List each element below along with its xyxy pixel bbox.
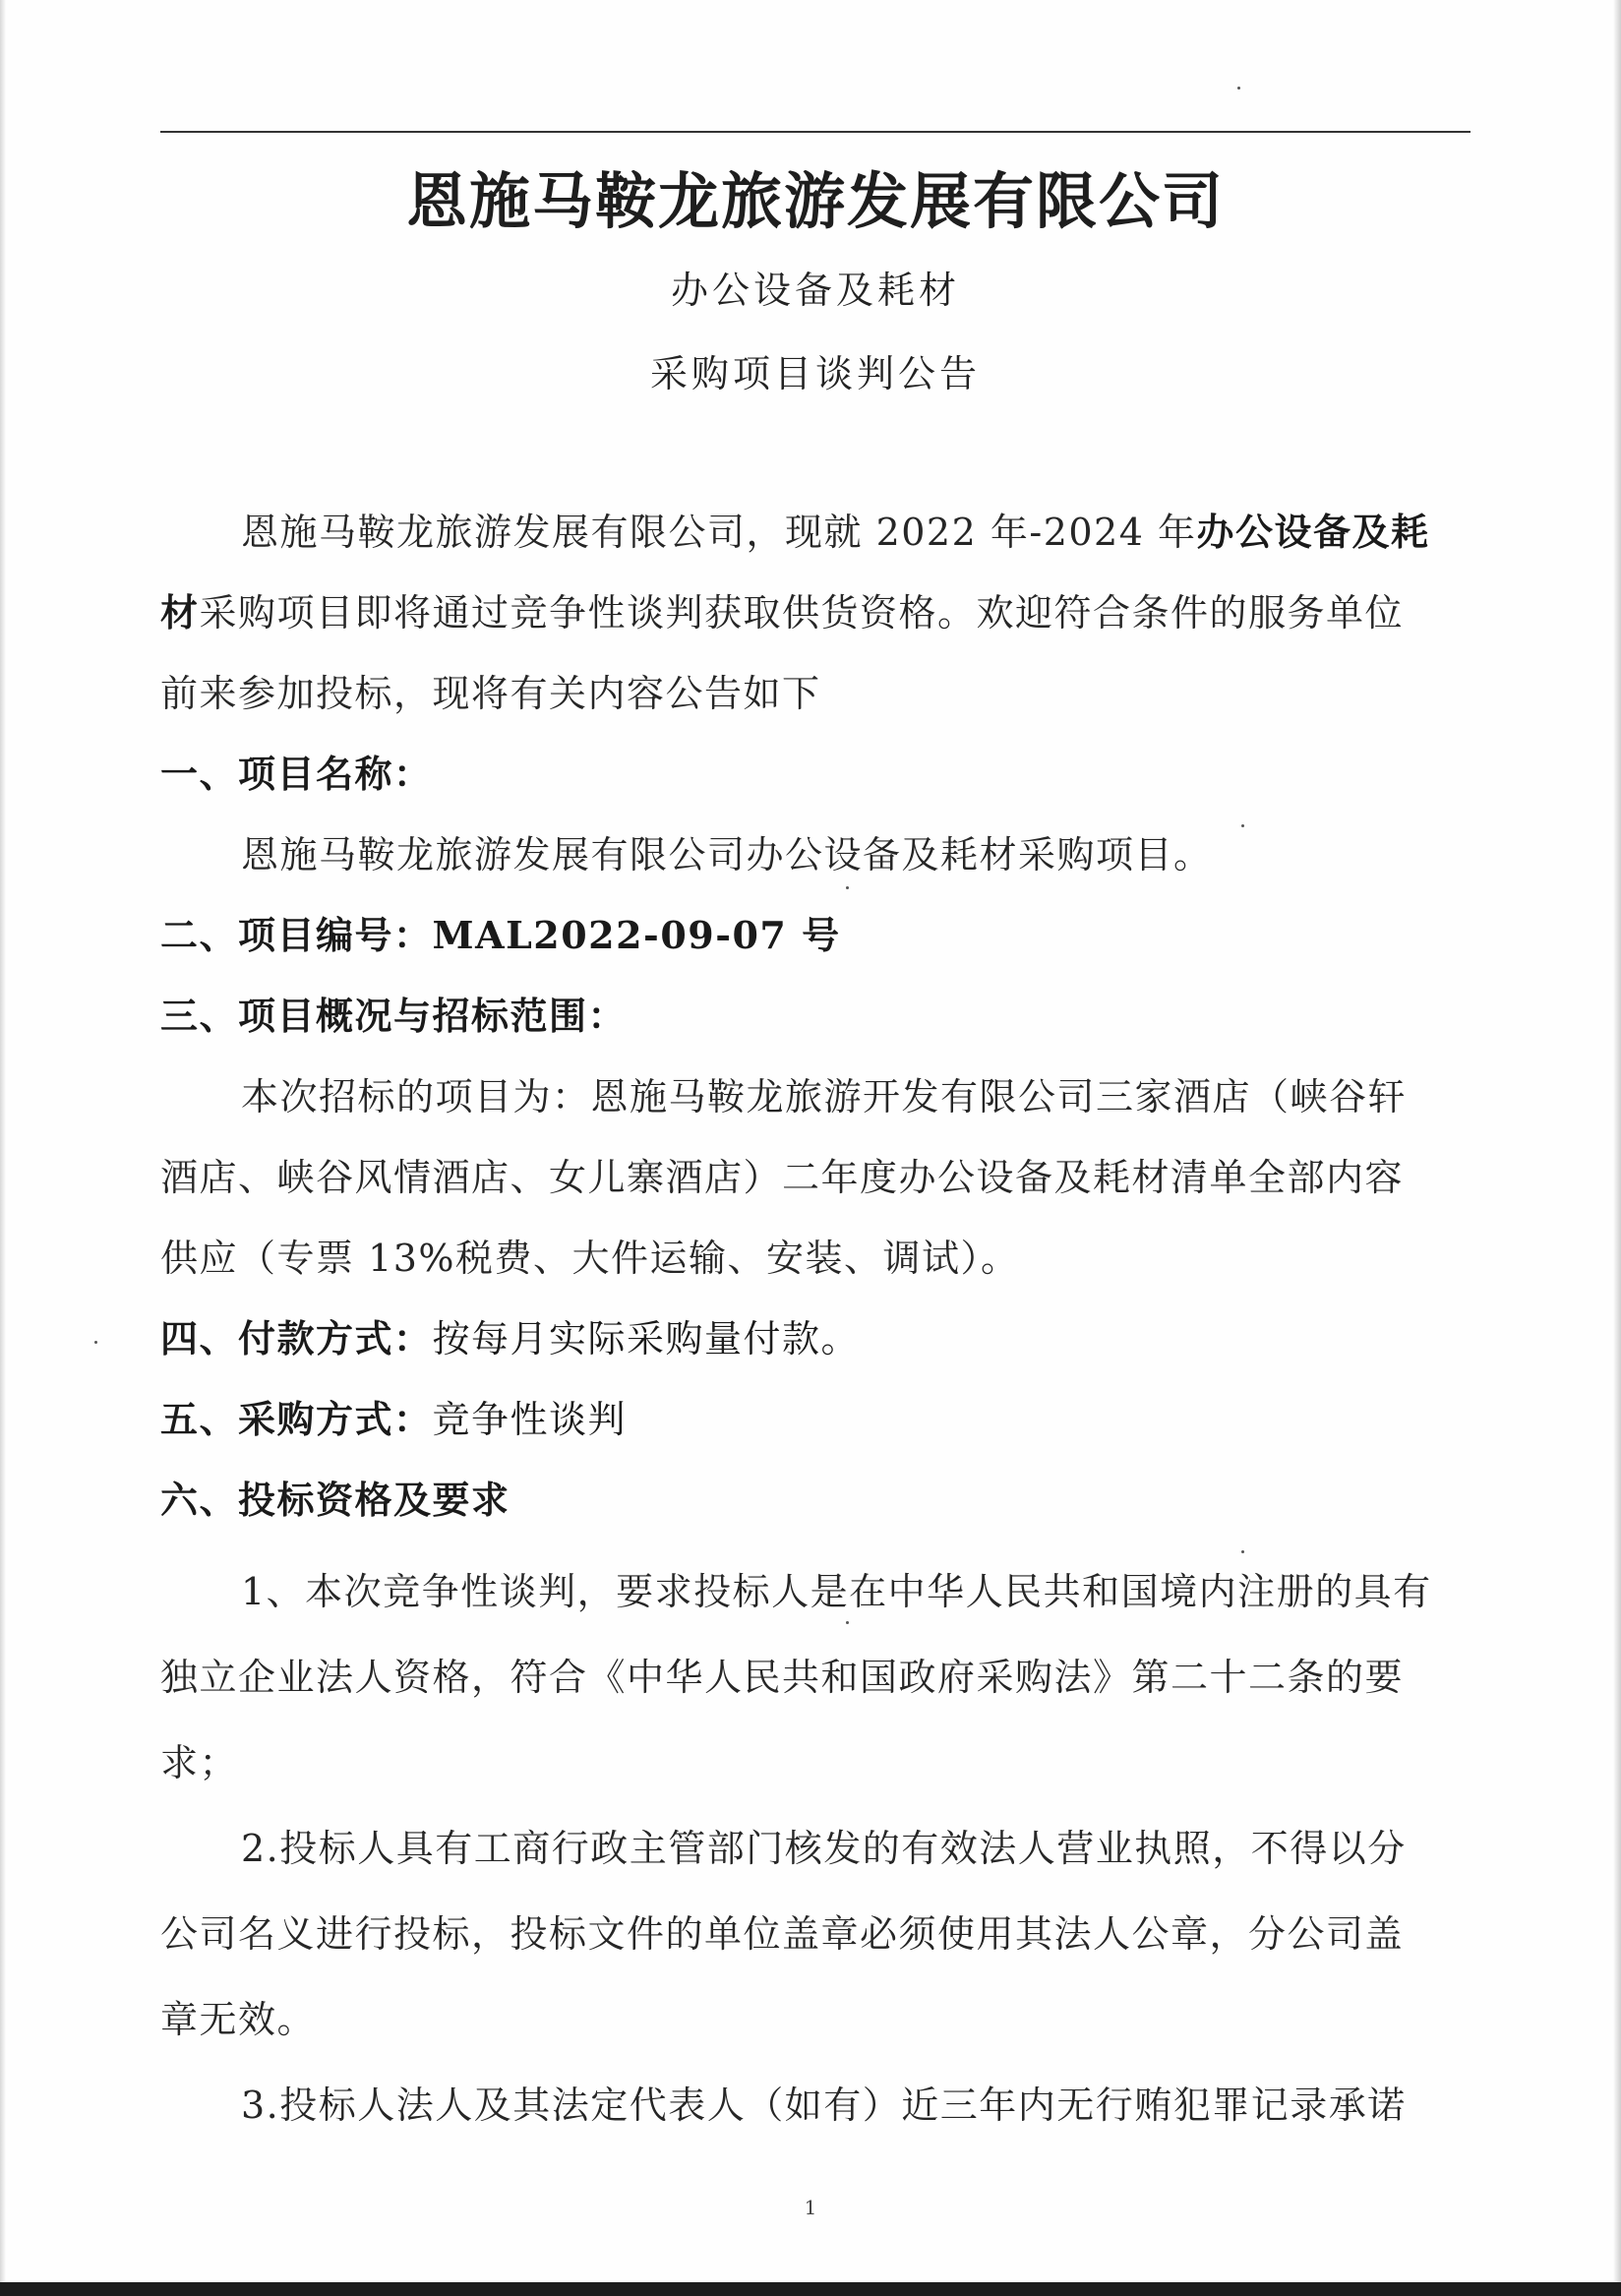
scan-speck [1237,87,1240,90]
intro-text: 恩施马鞍龙旅游发展有限公司，现就 2022 年-2024 年 [241,511,1197,554]
scan-speck [1241,1550,1244,1553]
section-6-item-1-line-2: 独立企业法人资格，符合《中华人民共和国政府采购法》第二十二条的要 [160,1656,1405,1699]
header-rule [160,131,1471,133]
section-6-item-2-line-3: 章无效。 [160,1998,317,2041]
section-5-value: 竞争性谈判 [432,1398,628,1441]
section-5-line [160,1395,1471,1444]
section-2-value: MAL2022-09-07 号 [432,913,841,957]
scan-speck [94,1341,97,1344]
scan-edge-bottom [0,2282,1621,2296]
section-4-heading: 四、付款方式： [160,1316,433,1360]
scan-speck [1241,824,1244,827]
section-1-heading: 一、项目名称： [160,752,433,796]
subtitle-line-2: 采购项目谈判公告 [649,352,981,395]
section-2-heading: 二、项目编号： [160,913,433,957]
section-6-item-2-line-2: 公司名义进行投标，投标文件的单位盖章必须使用其法人公章，分公司盖 [160,1912,1405,1956]
intro-line-2 [160,588,1471,637]
section-2-line [160,911,1471,960]
section-4-value: 按每月实际采购量付款。 [432,1317,861,1360]
section-6-item-1-line-3: 求； [160,1741,239,1784]
subtitle-line-1: 办公设备及耗材 [670,269,960,312]
section-6-heading: 六、投标资格及要求 [160,1478,510,1522]
scan-edge-right [1613,0,1621,2296]
section-3-line-1: 本次招标的项目为：恩施马鞍龙旅游开发有限公司三家酒店（峡谷轩 [241,1075,1408,1118]
scan-speck [846,1621,849,1624]
intro-bold-text: 办公设备及耗 [1196,510,1430,554]
intro-text-cont: 采购项目即将通过竞争性谈判获取供货资格。欢迎符合条件的服务单位 [199,591,1405,634]
scan-edge-left [0,0,6,2296]
section-6-item-2-line-1: 2.投标人具有工商行政主管部门核发的有效法人营业执照，不得以分 [241,1827,1407,1870]
intro-bold-text-cont: 材 [160,590,200,634]
section-1-content: 恩施马鞍龙旅游发展有限公司办公设备及耗材采购项目。 [241,833,1213,876]
scan-speck [846,886,849,889]
section-4-line [160,1314,1471,1363]
section-5-heading: 五、采购方式： [160,1397,433,1441]
section-3-heading: 三、项目概况与招标范围： [160,994,628,1038]
intro-line-3: 前来参加投标，现将有关内容公告如下 [160,672,821,715]
section-6-item-1-line-1: 1、本次竞争性谈判，要求投标人是在中华人民共和国境内注册的具有 [241,1570,1432,1613]
company-title: 恩施马鞍龙旅游发展有限公司 [405,165,1225,237]
intro-line-1 [160,508,1551,557]
section-3-line-2: 酒店、峡谷风情酒店、女儿寨酒店）二年度办公设备及耗材清单全部内容 [160,1156,1405,1199]
section-6-item-3-line-1: 3.投标人法人及其法定代表人（如有）近三年内无行贿犯罪记录承诺 [241,2084,1407,2127]
page-number: 1 [804,2196,817,2219]
section-3-line-3: 供应（专票 13%税费、大件运输、安装、调试）。 [160,1237,1020,1280]
